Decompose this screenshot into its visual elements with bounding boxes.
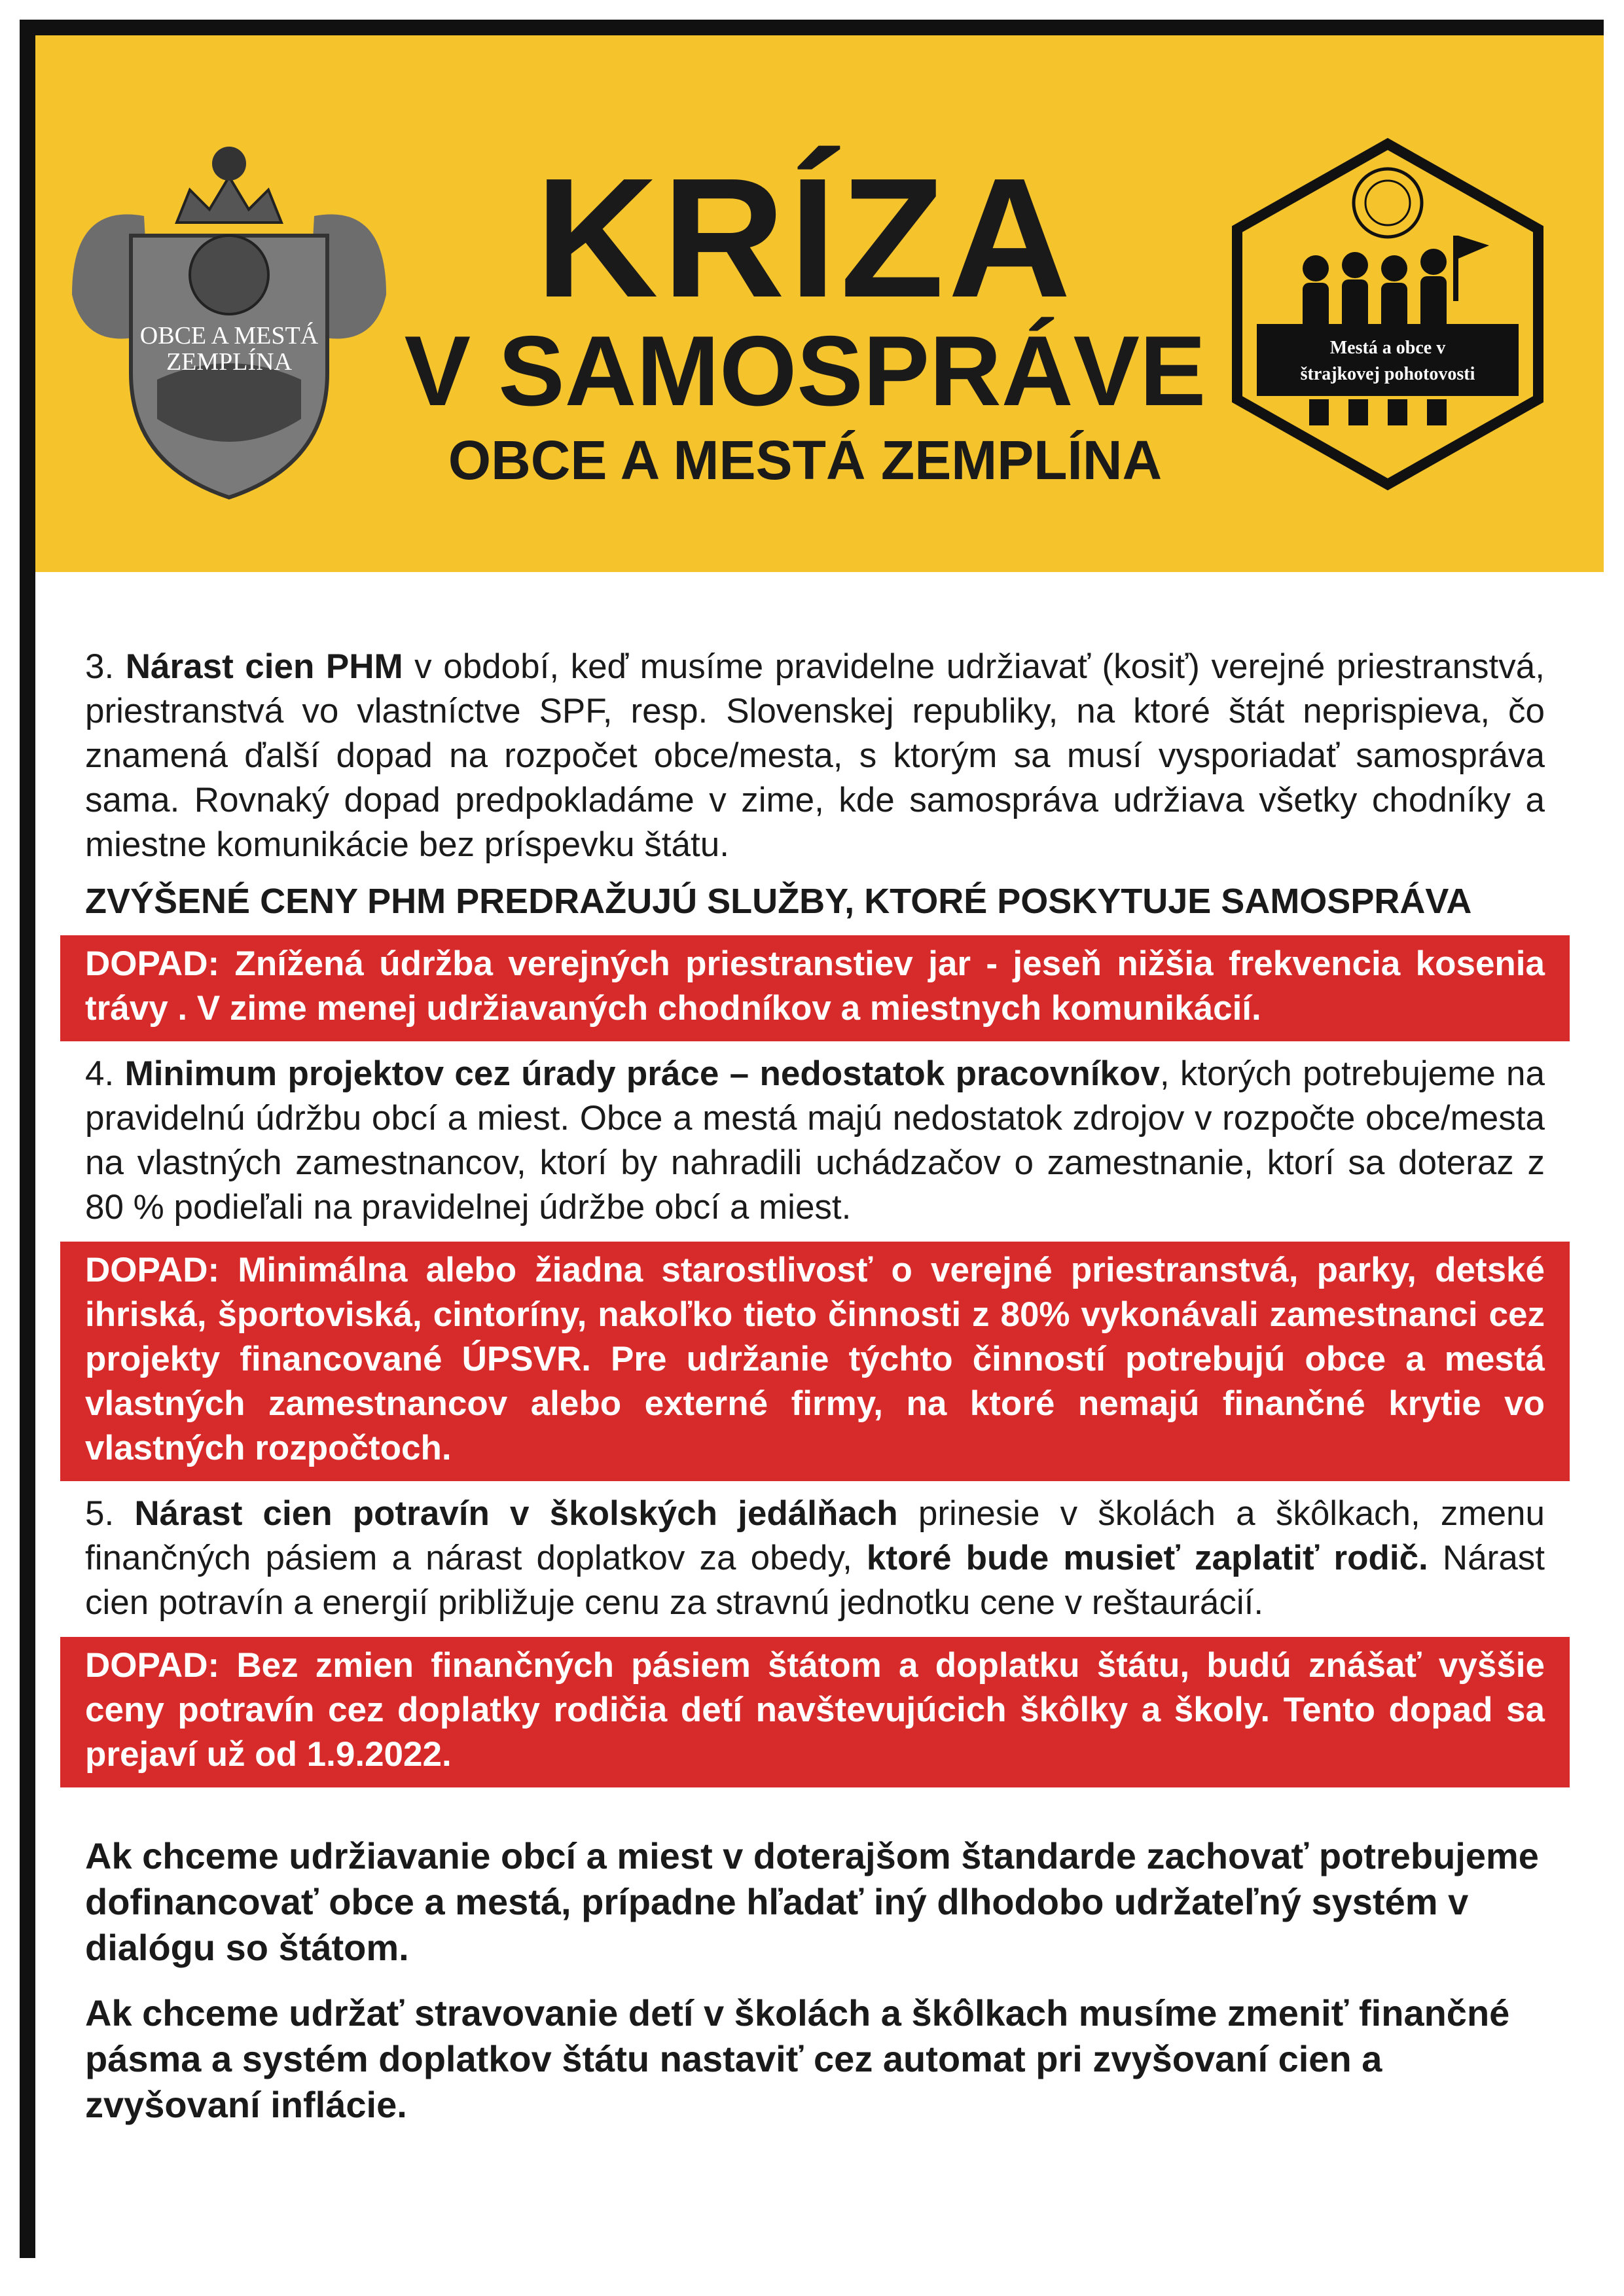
crest-text-line2: ZEMPLÍNA [166, 348, 293, 376]
section-3-number: 3. [85, 647, 115, 686]
section-5-impact-box: DOPAD: Bez zmien finančných pásiem štátom a doplatku štátu, budú znášať vyššie ceny potravín cez doplatky rodičia detí navštevujúcich škôlky a školy. Tento dopad sa prejaví už od 1.9.2022. [60, 1637, 1570, 1787]
section-5-bold-b: ktoré bude musieť zaplatiť rodič. [866, 1539, 1428, 1577]
section-3-text: v období, keď musíme pravidelne udržiavať (kosiť) verejné priestranstvá, priestranstvá vo vlastníctve SPF, resp. Slovenskej republiky, na ktoré štát neprispieva, čo znamená ďalší dopad na rozpočet obce/mesta, s ktorým sa musí vysporiadať samospráva sama. Rovnaký dopad predpokladáme v zime, kde samospráva udržiava všetky chodníky a miestne komunikácie bez príspevku štátu. [85, 647, 1545, 864]
section-4-number: 4. [85, 1054, 115, 1093]
section-3-paragraph [85, 645, 1545, 867]
badge-text-line1: Mestá a obce v [1329, 338, 1446, 358]
section-5-number: 5. [85, 1494, 115, 1533]
left-border [20, 20, 35, 2258]
crest-text-line1: OBCE A MESTÁ [139, 322, 319, 350]
closing-paragraph-1: Ak chceme udržiavanie obcí a miest v doterajšom štandarde zachovať potrebujeme dofinancovať obce a mestá, prípadne hľadať iný dlhodobo udržateľný systém v dialógu so štátom. [85, 1835, 1539, 1968]
section-4-impact-box: DOPAD: Minimálna alebo žiadna starostlivosť o verejné priestranstvá, parky, detské ihriská, športoviská, cintoríny, nakoľko tieto činnosti z 80% vykonávali zamestnanci cez projekty financované ÚPSVR. Pre udržanie týchto činností potrebujú obce a mestá vlastných zamestnancov alebo externé firmy, na ktoré nemajú finančné krytie vo vlastných rozpočtoch. [60, 1242, 1570, 1481]
body-content [85, 645, 1545, 2128]
section-5-text-a: prinesie v školách a škôlkach, zmenu finančných pásiem a nárast doplatkov za obedy, [85, 1494, 1545, 1577]
main-title: KRÍZA [535, 143, 1075, 333]
region-title: OBCE A MESTÁ ZEMPLÍNA [448, 429, 1163, 491]
section-5-text-c: Nárast cien potravín a energií približuje cenu za stravnú jednotku cene v reštaurácií. [85, 1539, 1545, 1622]
strike-readiness-badge [1231, 137, 1545, 491]
badge-text-line2: štrajkovej pohotovosti [1300, 364, 1475, 384]
section-4-paragraph [85, 1052, 1545, 1230]
section-4-text: , ktorých potrebujeme na pravidelnú údržbu obcí a miest. Obce a mestá majú nedostatok zdrojov v rozpočte obce/mesta na vlastných zamestnancov, ktorí by nahradili uchádzačov o zamestnanie, ktorí sa doteraz z 80 % podieľali na pravidelnej údržbe obcí a miest. [85, 1054, 1545, 1227]
subtitle: V SAMOSPRÁVE [404, 315, 1206, 427]
section-3-title: Nárast cien PHM [125, 647, 403, 686]
zemplin-crest-logo [59, 137, 399, 504]
section-3-impact-box: DOPAD: Znížená údržba verejných priestranstiev jar - jeseň nižšia frekvencia kosenia trávy . V zime menej udržiavaných chodníkov a miestnych komunikácií. [60, 935, 1570, 1041]
top-border [20, 20, 1604, 35]
section-4-title: Minimum projektov cez úrady práce – nedostatok pracovníkov [124, 1054, 1160, 1093]
section-5-paragraph [85, 1492, 1545, 1625]
section-3-heading: ZVÝŠENÉ CENY PHM PREDRAŽUJÚ SLUŽBY, KTORÉ POSKYTUJE SAMOSPRÁVA [85, 882, 1472, 921]
section-5-title: Nárast cien potravín v školských jedálňach [134, 1494, 898, 1533]
closing-paragraph-2: Ak chceme udržať stravovanie detí v školách a škôlkach musíme zmeniť finančné pásma a systém doplatkov štátu nastaviť cez automat pri zvyšovaní cien a zvyšovaní inflácie. [85, 1992, 1510, 2125]
